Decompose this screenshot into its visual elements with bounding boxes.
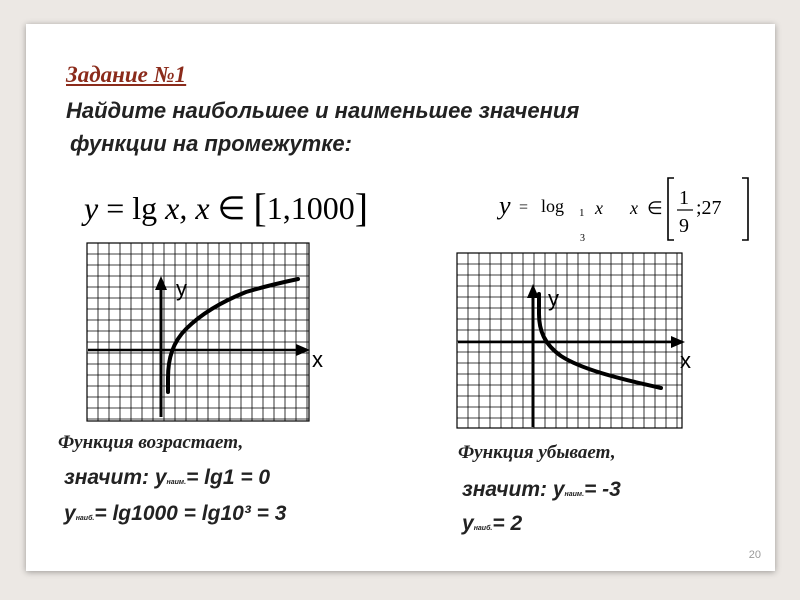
right-formula-eq: = xyxy=(519,199,529,216)
right-y-label: y xyxy=(548,286,559,311)
right-graph-grid xyxy=(457,253,682,428)
left-caption-line-3-rest: = lg1000 = lg10³ = 3 xyxy=(94,502,287,525)
left-formula-lg: lg xyxy=(132,190,158,226)
left-caption-line-1: Функция возрастает, xyxy=(58,432,244,453)
right-caption-line-1: Функция убывает, xyxy=(458,442,616,463)
left-x-arrow xyxy=(296,344,310,356)
task-line-2: функции на промежутке: xyxy=(70,131,352,156)
right-x-label: x xyxy=(680,348,691,373)
right-x-arrow xyxy=(671,336,685,348)
right-caption-line-3 xyxy=(462,512,522,536)
right-formula-in: ∈ xyxy=(647,198,663,218)
right-formula-base-num: 1 xyxy=(579,207,585,219)
right-graph xyxy=(456,252,716,442)
page-number: 20 xyxy=(748,549,761,561)
right-formula-x: x xyxy=(595,198,603,218)
task-line-1: Найдите наибольшее и наименьшее значения xyxy=(66,98,580,123)
left-formula-lbracket: [ xyxy=(253,185,267,230)
left-formula-y: y xyxy=(84,190,99,226)
left-caption-line-3-sub: наиб. xyxy=(75,515,95,522)
right-formula-frac-num: 1 xyxy=(679,187,689,209)
right-formula-base-den: 3 xyxy=(580,233,585,244)
left-caption-line-2-rest: = lg1 = 0 xyxy=(186,466,271,489)
left-caption-line-2-sub: наим. xyxy=(166,479,187,486)
left-x-label: x xyxy=(312,347,323,372)
right-formula-x2: x xyxy=(630,198,638,218)
left-y-label: y xyxy=(176,276,187,301)
right-caption-line-3-sub: наиб. xyxy=(473,525,493,532)
right-caption-line-3-rest: = 2 xyxy=(492,512,523,535)
right-formula-log: log xyxy=(541,196,565,216)
right-formula-svg xyxy=(496,174,786,254)
right-caption-line-2-prefix: значит: у xyxy=(462,478,565,501)
right-caption-line-2-rest: = -3 xyxy=(584,478,621,501)
right-formula-lbracket xyxy=(668,178,674,240)
left-formula xyxy=(84,184,368,231)
left-graph xyxy=(86,242,366,432)
left-caption-line-3 xyxy=(64,502,286,526)
right-formula-rbracket xyxy=(742,178,748,240)
left-formula-eq: = xyxy=(98,190,133,226)
right-formula-y: y xyxy=(499,191,511,220)
right-caption-line-2-sub: наим. xyxy=(564,491,585,498)
left-caption-line-3-prefix: у xyxy=(64,502,76,525)
left-formula-interval: 1,1000 xyxy=(266,190,355,226)
grid-border xyxy=(457,253,682,428)
slide xyxy=(26,24,775,571)
left-caption-line-2-prefix: значит: у xyxy=(64,466,167,489)
right-formula-frac-den: 9 xyxy=(679,215,689,237)
right-formula xyxy=(496,174,786,259)
right-caption-line-3-prefix: у xyxy=(462,512,474,535)
left-formula-x: x, x xyxy=(157,190,210,226)
left-formula-in: ∈ xyxy=(209,190,254,226)
left-y-arrow xyxy=(155,276,167,290)
right-caption-line-2 xyxy=(462,478,621,502)
left-caption-line-2 xyxy=(64,466,270,490)
task-title: Задание №1 xyxy=(66,62,187,87)
left-formula-rbracket: ] xyxy=(354,185,369,230)
task-statement xyxy=(66,94,726,160)
right-formula-tail: ;27 xyxy=(696,197,722,219)
left-graph-grid xyxy=(87,243,309,421)
